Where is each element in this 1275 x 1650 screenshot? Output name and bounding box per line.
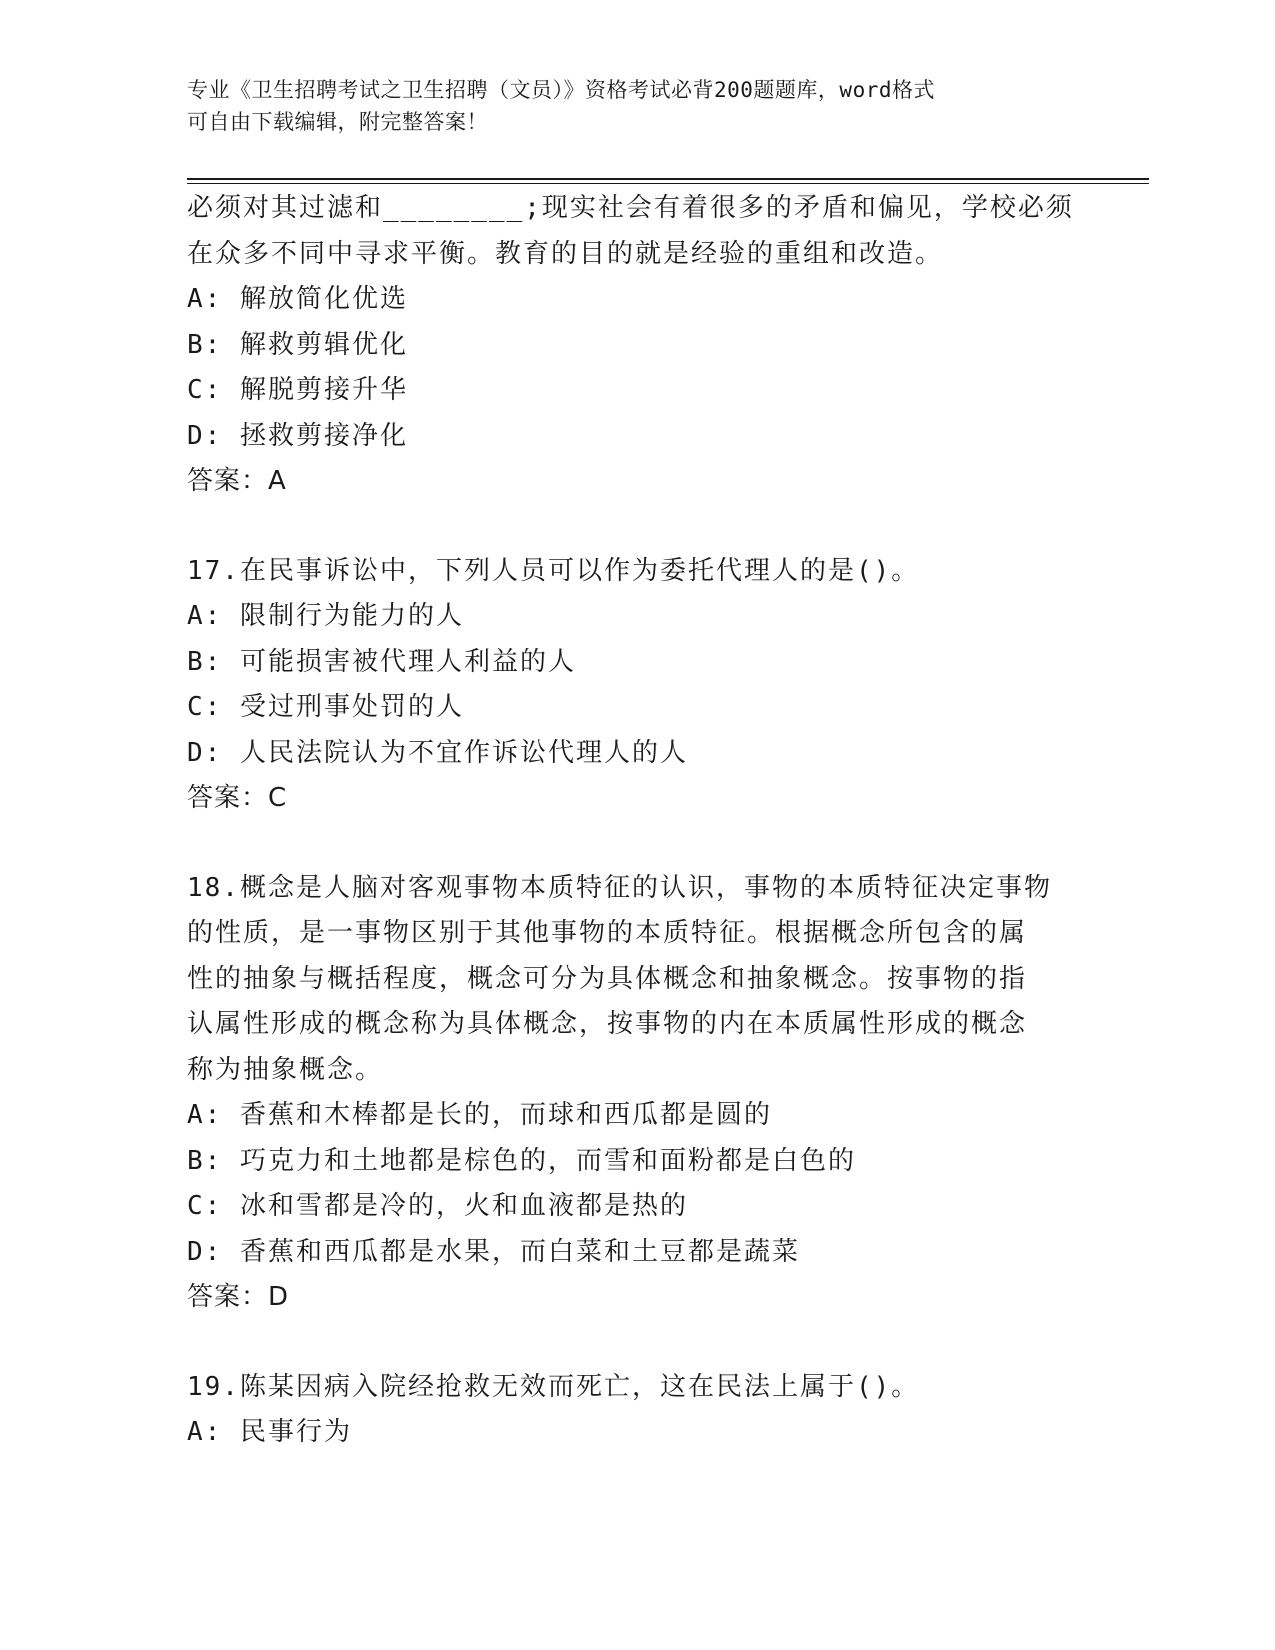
question-16-option-a: A: 解放简化优选 (187, 284, 408, 314)
spacer (187, 822, 1087, 866)
question-17-option-c: C: 受过刑事处罚的人 (187, 692, 464, 722)
question-list (187, 186, 1087, 1456)
question-17 (187, 549, 1087, 822)
question-16 (187, 186, 1087, 505)
question-18 (187, 866, 1087, 1321)
question-17-text-line-1: 17.在民事诉讼中，下列人员可以作为委托代理人的是()。 (187, 555, 920, 586)
header-divider-thin (187, 183, 1149, 184)
question-16-option-d: D: 拯救剪接净化 (187, 420, 408, 451)
question-18-option-d: D: 香蕉和西瓜都是水果，而白菜和土豆都是蔬菜 (187, 1236, 800, 1267)
question-18-answer: 答案：D (187, 1282, 290, 1312)
document-header (187, 74, 1067, 138)
header-line-2: 可自由下载编辑，附完整答案！ (187, 110, 488, 134)
question-18-text-line-2: 的性质，是一事物区别于其他事物的本质特征。根据概念所包含的属 (187, 918, 1028, 948)
question-18-text-line-1: 18.概念是人脑对客观事物本质特征的认识，事物的本质特征决定事物 (187, 872, 1052, 903)
question-18-option-a: A: 香蕉和木棒都是长的，而球和西瓜都是圆的 (187, 1100, 772, 1130)
header-line-1: 专业《卫生招聘考试之卫生招聘（文员）》资格考试必背200题题库，word格式 (187, 78, 935, 102)
spacer (187, 1321, 1087, 1365)
question-17-option-b: B: 可能损害被代理人利益的人 (187, 646, 576, 677)
question-18-option-c: C: 冰和雪都是冷的，火和血液都是热的 (187, 1191, 688, 1221)
question-18-option-b: B: 巧克力和土地都是棕色的，而雪和面粉都是白色的 (187, 1145, 856, 1176)
question-16-option-c: C: 解脱剪接升华 (187, 375, 408, 405)
question-19-option-a: A: 民事行为 (187, 1417, 352, 1447)
question-18-text-line-5: 称为抽象概念。 (187, 1054, 384, 1085)
question-18-text-line-3: 性的抽象与概括程度，概念可分为具体概念和抽象概念。按事物的指 (187, 963, 1028, 994)
question-17-answer: 答案：C (187, 783, 288, 813)
question-18-text-line-4: 认属性形成的概念称为具体概念，按事物的内在本质属性形成的概念 (187, 1009, 1028, 1039)
question-19 (187, 1365, 1087, 1456)
question-17-option-d: D: 人民法院认为不宜作诉讼代理人的人 (187, 737, 688, 768)
question-16-text-line-1: 必须对其过滤和________;现实社会有着很多的矛盾和偏见，学校必须 (187, 193, 1074, 223)
question-19-text-line-1: 19.陈某因病入院经抢救无效而死亡，这在民法上属于()。 (187, 1371, 920, 1402)
question-17-option-a: A: 限制行为能力的人 (187, 601, 464, 631)
header-divider-thick (187, 178, 1149, 180)
question-16-answer: 答案：A (187, 466, 287, 496)
spacer (187, 505, 1087, 549)
question-16-option-b: B: 解救剪辑优化 (187, 329, 408, 360)
question-16-text-line-2: 在众多不同中寻求平衡。教育的目的就是经验的重组和改造。 (187, 238, 944, 269)
